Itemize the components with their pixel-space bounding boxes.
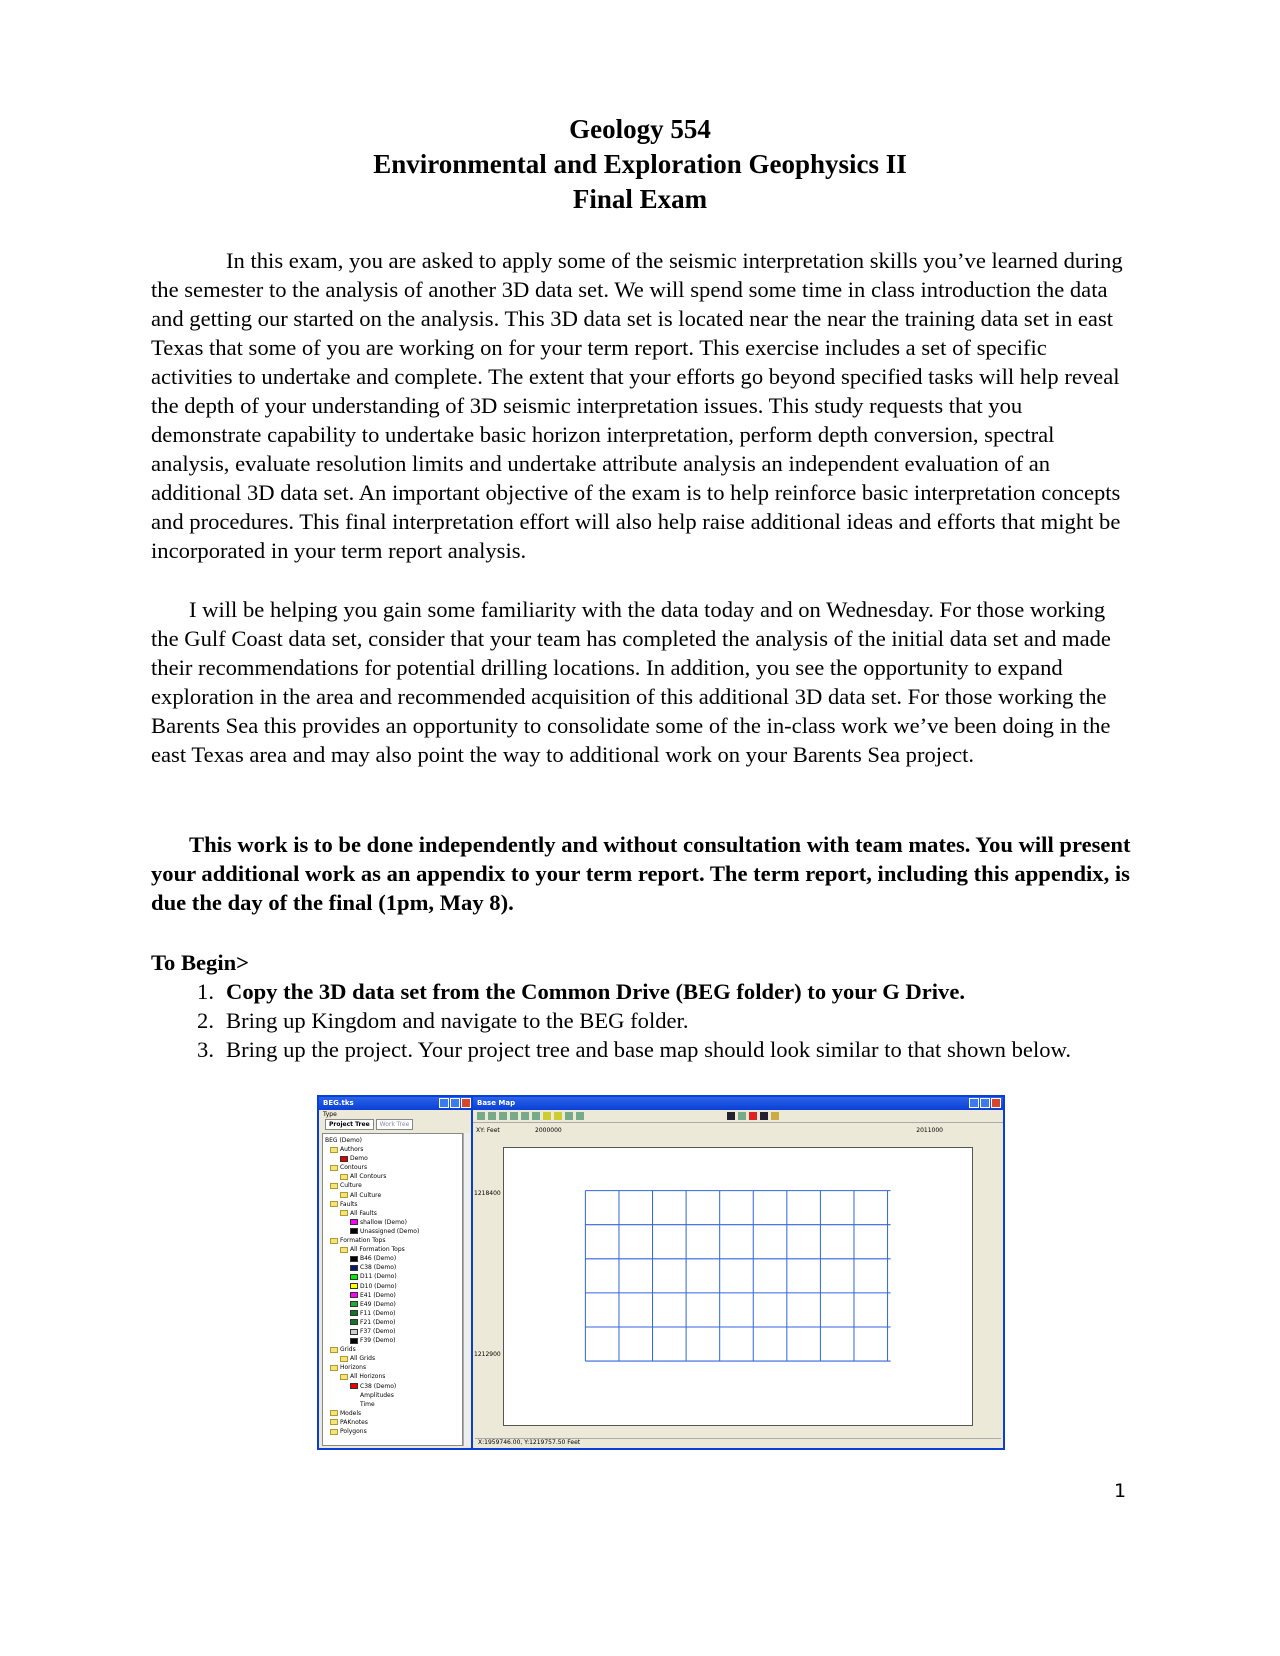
title-bar (473, 1097, 1003, 1110)
tree-node-label: Grids (340, 1346, 356, 1354)
base-map-window (471, 1095, 1005, 1450)
tree-node[interactable] (325, 1345, 460, 1354)
tree-node-label: shallow (Demo) (360, 1218, 407, 1226)
folder-icon (340, 1374, 348, 1380)
color-swatch-icon (350, 1383, 358, 1389)
instructions-paragraph: This work is to be done independently and without consultation with team mates. You will present your additional work as an appendix to your term report. The term report, including this appendix, is due the day of the final (1pm, May 8). (151, 832, 1131, 915)
to-begin-heading: To Begin> (151, 950, 250, 975)
tab-work-tree: Work Tree (376, 1119, 414, 1130)
step-number: 2. (197, 1008, 214, 1033)
tab-project-tree: Project Tree (325, 1119, 374, 1130)
tree-node-label: All Horizons (350, 1373, 386, 1381)
tree-node[interactable] (325, 1181, 460, 1190)
folder-icon (340, 1247, 348, 1253)
status-bar: X:1959746.00, Y:1219757.50 Feet (475, 1438, 1001, 1447)
tree-node[interactable] (325, 1400, 460, 1409)
folder-icon (330, 1183, 338, 1189)
close-icon (991, 1098, 1001, 1108)
step-text: Bring up the project. Your project tree and base map should look similar to that shown below. (226, 1037, 1072, 1062)
tree-node[interactable] (325, 1354, 460, 1363)
tree-node-label: D11 (Demo) (360, 1273, 397, 1281)
document-title (0, 112, 1280, 217)
tree-node[interactable] (325, 1227, 460, 1236)
folder-icon (330, 1201, 338, 1207)
tree-node-label: All Contours (350, 1173, 387, 1181)
tree-node[interactable] (325, 1236, 460, 1245)
color-swatch-icon (350, 1219, 358, 1225)
exam-title: Final Exam (572, 184, 708, 214)
tree-node-label: BEG (Demo) (325, 1137, 362, 1144)
page-number: 1 (1114, 1480, 1127, 1502)
step-item (151, 1035, 1131, 1064)
tree-node-label: Authors (340, 1146, 364, 1154)
tree-node-label: All Grids (350, 1355, 376, 1363)
y-label: 1212900 (474, 1351, 501, 1358)
folder-icon (330, 1347, 338, 1353)
course-number: Geology 554 (569, 114, 711, 144)
tree-node[interactable] (325, 1145, 460, 1154)
maximize-icon (980, 1098, 990, 1108)
tree-node[interactable] (325, 1418, 460, 1427)
color-swatch-icon (350, 1265, 358, 1271)
tree-node[interactable] (325, 1318, 460, 1327)
color-swatch-icon (350, 1319, 358, 1325)
tree-node-label: Culture (340, 1182, 362, 1190)
folder-icon (330, 1147, 338, 1153)
color-swatch-icon (340, 1156, 348, 1162)
tree-node[interactable] (325, 1391, 460, 1400)
step-number: 3. (197, 1037, 214, 1062)
base-map-canvas (503, 1147, 973, 1426)
tree-node[interactable] (325, 1191, 460, 1200)
tree-node-label: F21 (Demo) (360, 1318, 396, 1326)
tree-node[interactable] (325, 1200, 460, 1209)
tree-node-label: Unassigned (Demo) (360, 1227, 420, 1235)
tree-node-label: Horizons (340, 1364, 367, 1372)
y-label: 1218400 (474, 1190, 501, 1197)
type-label: Type (323, 1111, 337, 1118)
tree-node[interactable] (325, 1263, 460, 1272)
title-bar (319, 1097, 473, 1110)
tree-node[interactable] (325, 1282, 460, 1291)
tree-node-label: E41 (Demo) (360, 1291, 396, 1299)
tree-node[interactable] (325, 1409, 460, 1418)
step-item (151, 977, 1131, 1006)
tree-node-label: C38 (Demo) (360, 1264, 397, 1272)
color-swatch-icon (350, 1338, 358, 1344)
tree-node[interactable] (325, 1272, 460, 1281)
tree-node[interactable] (325, 1291, 460, 1300)
xy-unit: XY: Feet (476, 1127, 500, 1134)
tree-node-label: Faults (340, 1200, 358, 1208)
color-swatch-icon (350, 1301, 358, 1307)
x-label: 2000000 (535, 1127, 562, 1134)
tree-node[interactable] (325, 1300, 460, 1309)
maximize-icon (450, 1098, 460, 1108)
tree-node[interactable] (325, 1136, 460, 1145)
folder-icon (330, 1238, 338, 1244)
folder-icon (330, 1165, 338, 1171)
color-swatch-icon (350, 1274, 358, 1280)
tree-node-label: Time (360, 1400, 375, 1408)
tree-node-label: PAKnotes (340, 1418, 368, 1426)
folder-icon (330, 1419, 338, 1425)
color-swatch-icon (350, 1256, 358, 1262)
project-tree (322, 1133, 463, 1446)
minimize-icon (439, 1098, 449, 1108)
tree-node[interactable] (325, 1172, 460, 1181)
color-swatch-icon (350, 1329, 358, 1335)
kingdom-screenshot (317, 1095, 1005, 1450)
tree-node-label: F39 (Demo) (360, 1337, 396, 1345)
tree-node[interactable] (325, 1209, 460, 1218)
tree-node-label: Contours (340, 1164, 368, 1172)
tree-node-label: Amplitudes (360, 1391, 394, 1399)
color-swatch-icon (350, 1292, 358, 1298)
close-icon (461, 1098, 471, 1108)
survey-grid (504, 1148, 972, 1425)
toolbar (473, 1110, 1003, 1123)
tree-node-label: All Formation Tops (350, 1246, 405, 1254)
step-number: 1. (197, 979, 214, 1004)
window-title: Base Map (477, 1099, 516, 1107)
tree-node-label: E49 (Demo) (360, 1300, 396, 1308)
tree-node-label: All Faults (350, 1209, 377, 1217)
folder-icon (340, 1210, 348, 1216)
minimize-icon (969, 1098, 979, 1108)
tree-node[interactable] (325, 1309, 460, 1318)
context-paragraph: I will be helping you gain some familiarity with the data today and on Wednesday. For those working the Gulf Coast data set, consider that your team has completed the analysis of the initial data set and made their recommendations for potential drilling locations. In addition, you see the opportunity to expand exploration in the area and recommended acquisition of this additional 3D data set. For those working the Barents Sea this provides an opportunity to consolidate some of the in-class work we’ve been doing in the east Texas area and may also point the way to additional work on your Barents Sea project. (151, 597, 1111, 767)
folder-icon (340, 1174, 348, 1180)
scrollbar (463, 1133, 471, 1446)
color-swatch-icon (350, 1310, 358, 1316)
step-text: Bring up Kingdom and navigate to the BEG folder. (226, 1008, 689, 1033)
folder-icon (330, 1429, 338, 1435)
intro-paragraph: In this exam, you are asked to apply some of the seismic interpretation skills you’ve learned during the semester to the analysis of another 3D data set. We will spend some time in class introduction the data and getting our started on the analysis. This 3D data set is located near the near the training data set in east Texas that some of you are working on for your term report. This exercise includes a set of specific activities to undertake and complete. The extent that your efforts go beyond specified tasks will help reveal the depth of your understanding of 3D seismic interpretation issues. This study requests that you demonstrate capability to undertake basic horizon interpretation, perform depth conversion, spectral analysis, evaluate resolution limits and undertake attribute analysis an independent evaluation of an additional 3D data set. An important objective of the exam is to help reinforce basic interpretation concepts and procedures. This final interpretation effort will also help raise additional ideas and efforts that might be incorporated in your term report analysis. (151, 248, 1123, 563)
course-name: Environmental and Exploration Geophysics II (373, 149, 907, 179)
folder-icon (340, 1356, 348, 1362)
tree-node-label: Models (340, 1409, 362, 1417)
tree-node-label: B46 (Demo) (360, 1255, 397, 1263)
x-label: 2011000 (916, 1127, 943, 1134)
tree-node[interactable] (325, 1336, 460, 1345)
tree-node-label: Polygons (340, 1428, 367, 1435)
tree-node[interactable] (325, 1327, 460, 1336)
folder-icon (330, 1365, 338, 1371)
tree-node-label: Formation Tops (340, 1237, 386, 1245)
tree-node[interactable] (325, 1254, 460, 1263)
step-text: Copy the 3D data set from the Common Drive (BEG folder) to your G Drive. (226, 979, 966, 1004)
tree-node-label: C38 (Demo) (360, 1382, 397, 1390)
tree-node[interactable] (325, 1245, 460, 1254)
tree-node[interactable] (325, 1382, 460, 1391)
tree-node[interactable] (325, 1163, 460, 1172)
tree-node[interactable] (325, 1427, 460, 1436)
tree-node[interactable] (325, 1363, 460, 1372)
folder-icon (330, 1410, 338, 1416)
window-title: BEG.tks (323, 1099, 354, 1107)
tree-node-label: F37 (Demo) (360, 1327, 396, 1335)
tree-node-label: F11 (Demo) (360, 1309, 396, 1317)
steps-list (151, 977, 1131, 1064)
tree-node-label: Demo (350, 1155, 368, 1163)
color-swatch-icon (350, 1228, 358, 1234)
tree-node[interactable] (325, 1218, 460, 1227)
project-tree-window (317, 1095, 475, 1450)
tree-node-label: D10 (Demo) (360, 1282, 397, 1290)
tree-node[interactable] (325, 1154, 460, 1163)
tree-node-label: All Culture (350, 1191, 382, 1199)
step-item (151, 1006, 1131, 1035)
folder-icon (340, 1192, 348, 1198)
color-swatch-icon (350, 1283, 358, 1289)
tree-node[interactable] (325, 1372, 460, 1381)
